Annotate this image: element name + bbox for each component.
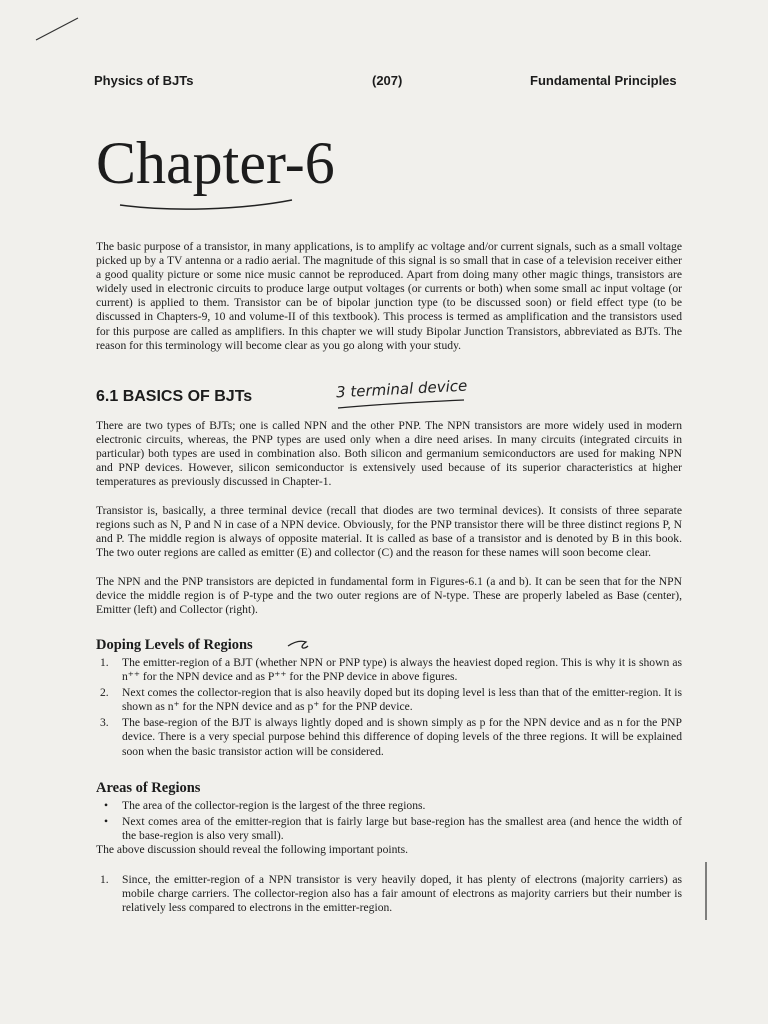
list-item: [96, 799, 682, 813]
item-number: 1.: [100, 873, 109, 886]
list-item: [96, 873, 682, 915]
intro-paragraph: The basic purpose of a transistor, in many applications, is to amplify ac voltage and/or current signals, such as a small voltage picked up by a TV antenna or a radio aerial. The magnitude of this signal is so small that in case of a television receiver either a good quality picture or some nice music cannot be reproduced. Apart from doing many other magic things, transistors are widely used in electronic circuits to produce large output voltages (or currents or both) when some small ac input voltage (or current) is applied to them. Transistor can be of bipolar junction type (to be discussed soon) or field effect type (to be discussed in Chapters-9, 10 and volume-II of this textbook). This process is termed as amplification and the transistors used for this purpose are called as amplifiers. In this chapter we will study Bipolar Junction Transistors, abbreviated as BJTs. The reason for this terminology will become clear as you go along with your study.: [96, 240, 682, 352]
subsection-heading: Doping Levels of Regions: [96, 637, 253, 653]
item-text: The emitter-region of a BJT (whether NPN or PNP type) is always the heaviest doped region. This is why it is shown as n⁺⁺ for the NPN device and as P⁺⁺ for the PNP device in above figures.: [122, 656, 682, 684]
areas-list: [96, 799, 682, 845]
chapter-title: Chapter-6: [96, 130, 335, 196]
item-number: 1.: [100, 656, 109, 669]
points-list: [96, 873, 682, 917]
pen-stroke-corner: [36, 18, 78, 40]
item-number: 3.: [100, 716, 109, 730]
header-left: Physics of BJTs: [94, 73, 194, 88]
section-paragraph: Transistor is, basically, a three terminal device (recall that diodes are two terminal devices). It consists of three separate regions such as N, P and N in case of a NPN device. Obviously, for the PNP transistor there will be three distinct regions P, N and P. The middle region is always of opposite material. It is called as base of a transistor and is denoted by B in this book. The two outer regions are called as emitter (E) and collector (C) and the reason for these names will soon become clear.: [96, 504, 682, 560]
header-right: Fundamental Principles: [530, 73, 677, 88]
list-item: [96, 686, 682, 714]
subsection-heading: Areas of Regions: [96, 780, 201, 796]
item-number: 2.: [100, 686, 109, 700]
list-item: [96, 815, 682, 843]
item-text: The base-region of the BJT is always lightly doped and is shown simply as p for the NPN device and as n for the PNP device. There is a very special purpose behind this difference of doping levels of the three regions. It will be explained soon when the basic transistor action will be considered.: [122, 716, 682, 758]
page-number: (207): [372, 73, 403, 88]
checkmark-stroke: [288, 641, 308, 648]
item-text: The area of the collector-region is the largest of the three regions.: [122, 799, 426, 812]
note-underline: [338, 400, 464, 408]
summary-line: The above discussion should reveal the following important points.: [96, 843, 409, 856]
bullet-icon: •: [104, 799, 109, 812]
section-paragraph: The NPN and the PNP transistors are depicted in fundamental form in Figures-6.1 (a and b). It can be seen that for the NPN device the middle region is of P-type and the two outer regions are of N-type. These are properly labeled as Base (center), Emitter (left) and Collector (right).: [96, 575, 682, 617]
list-item: [96, 716, 682, 758]
section-paragraph: There are two types of BJTs; one is called NPN and the other PNP. The NPN transistors are more widely used in modern electronic circuits, whereas, the PNP types are used only when a dire need arises. In many circuits (integrated circuits in particular) both types are used in combination also. Both silicon and germanium semiconductors are used for making NPN and PNP devices. However, silicon semiconductor is extensively used because of its superior characteristics at higher temperatures as previously discussed in Chapter-1.: [96, 419, 682, 489]
list-item: [96, 656, 682, 684]
chapter-underline: [120, 200, 292, 209]
doping-list: [96, 656, 682, 761]
item-text: Next comes area of the emitter-region that is fairly large but base-region has the smallest area (and hence the width of the base-region is also very small).: [122, 815, 682, 843]
bullet-icon: •: [104, 815, 109, 829]
section-heading: 6.1 BASICS OF BJTs: [96, 388, 253, 405]
handwritten-note: 3 terminal device: [335, 376, 468, 402]
item-text: Next comes the collector-region that is also heavily doped but its doping level is less than that of the emitter-region. It is shown as n⁺ for the NPN device and as p⁺ for the PNP device.: [122, 686, 682, 714]
item-text: Since, the emitter-region of a NPN transistor is very heavily doped, it has plenty of electrons (majority carriers) as mobile charge carriers. The collector-region also has a fair amount of electrons as majority carriers but their number is relatively less compared to electrons in the emitter-region.: [122, 873, 682, 915]
